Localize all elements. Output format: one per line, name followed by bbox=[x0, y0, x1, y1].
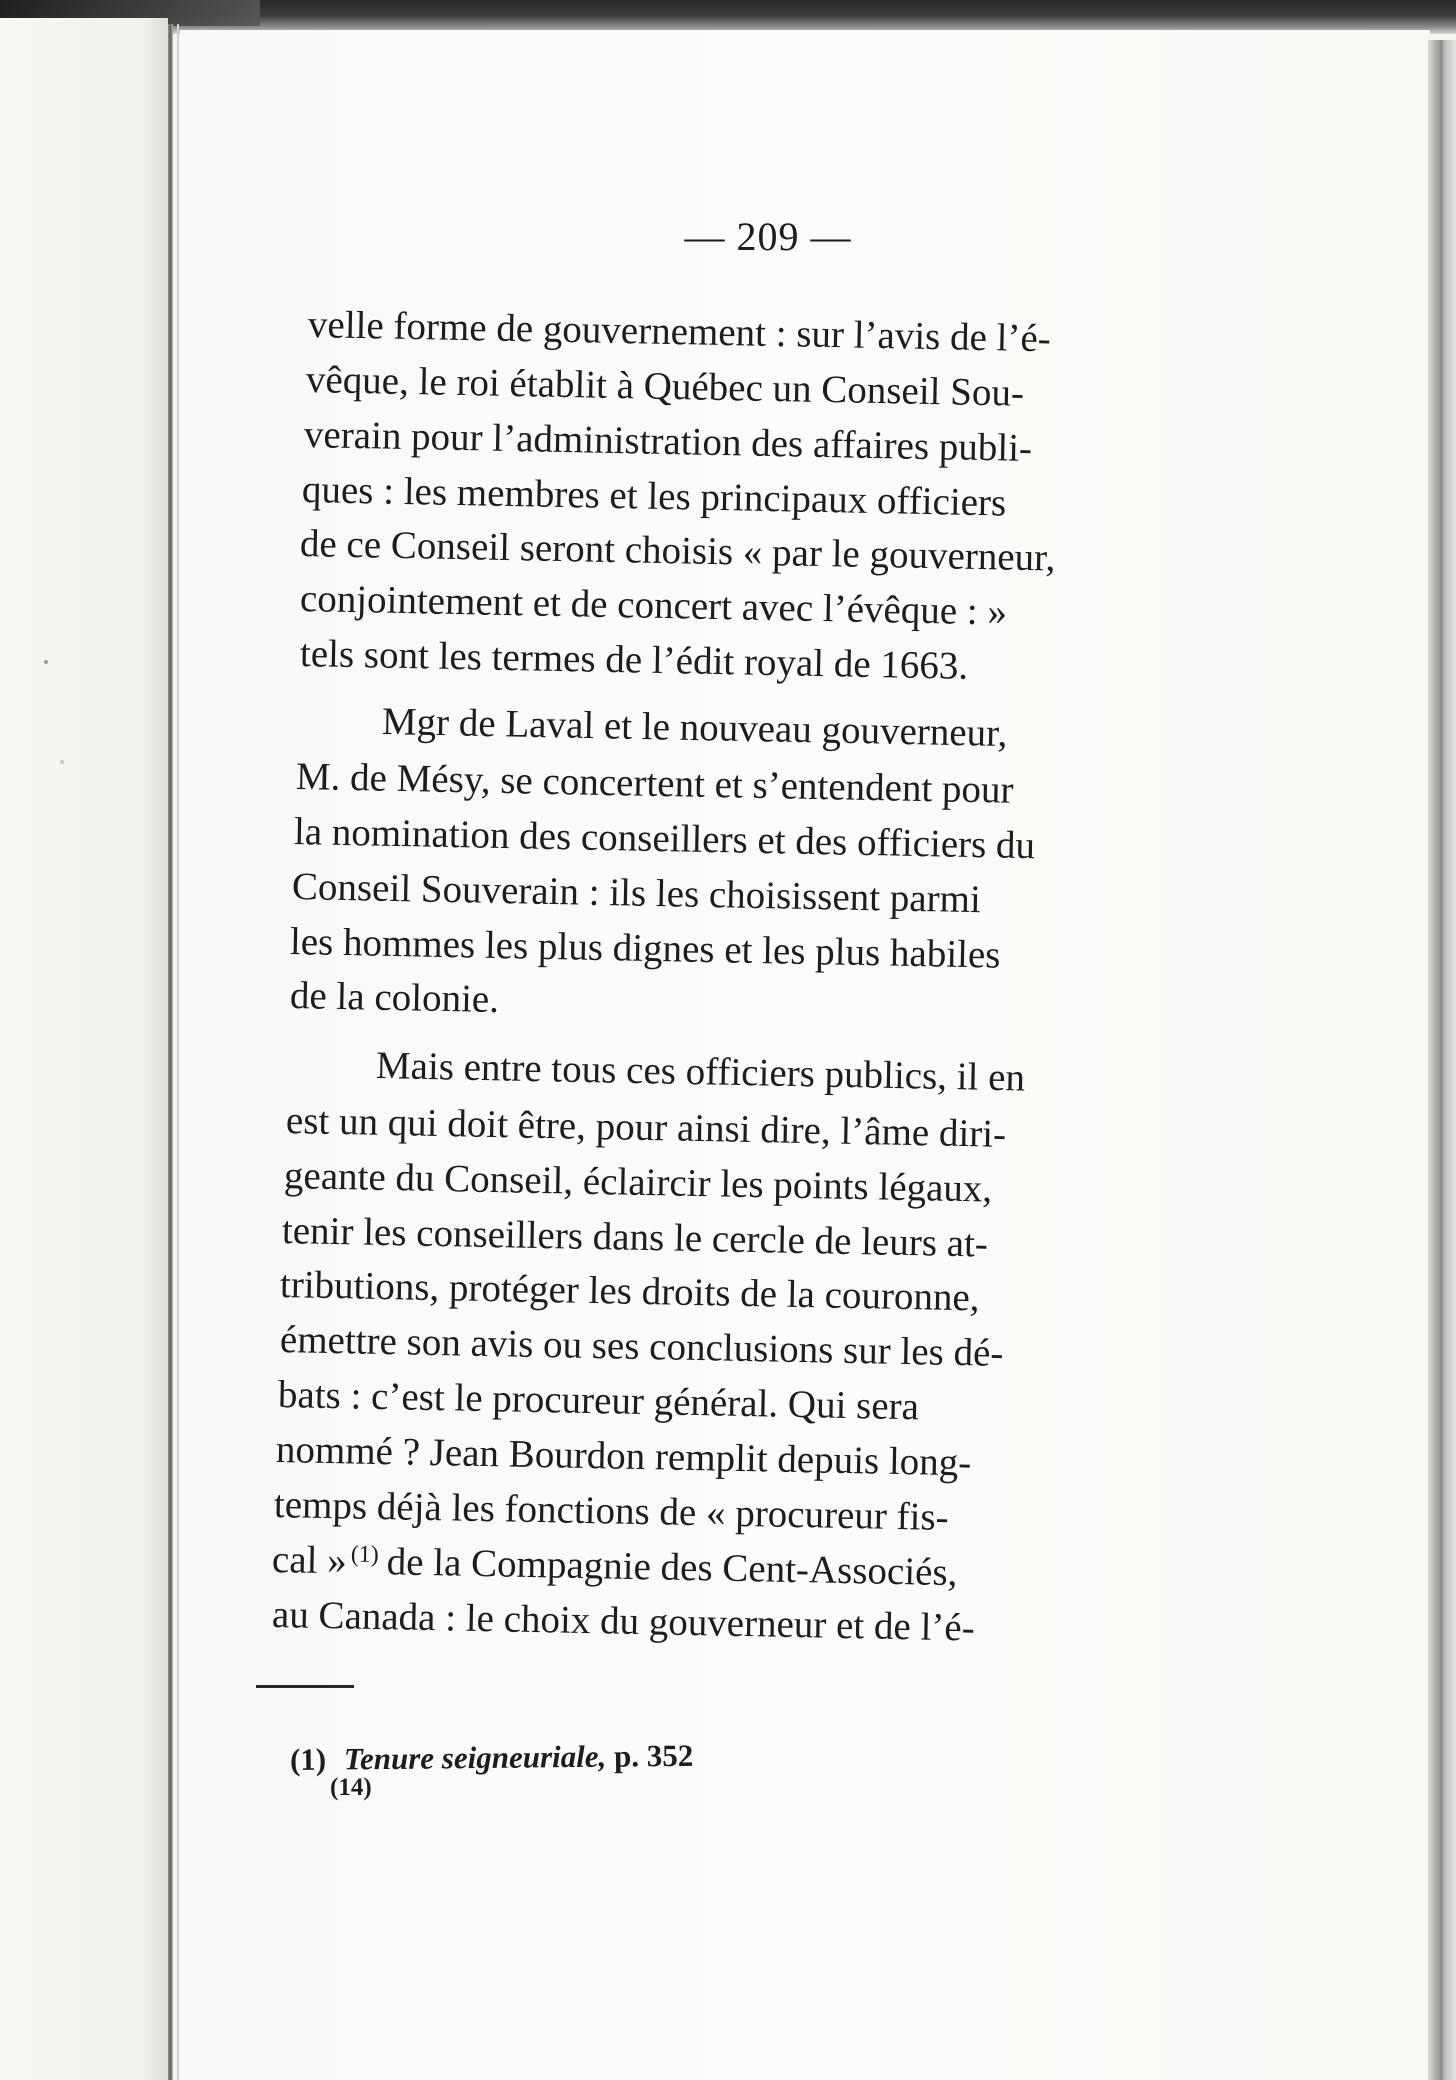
speck bbox=[44, 660, 48, 664]
text-line: les hommes les plus dignes et les plus habiles bbox=[289, 920, 1001, 977]
paragraph-start-line: Mgr de Laval et le nouveau gouverneur, bbox=[381, 700, 1008, 756]
text-fragment: cal » bbox=[271, 1538, 348, 1583]
text-line: au Canada : le choix du gouverneur et de l’é- bbox=[271, 1593, 976, 1650]
text-line: verain pour l’administration des affaires publi- bbox=[303, 413, 1033, 470]
signature-mark: (14) bbox=[330, 1774, 372, 1801]
text-line: de la colonie. bbox=[289, 974, 500, 1022]
text-line: vêque, le roi établit à Québec un Conseil Sou- bbox=[305, 358, 1025, 415]
text-line: est un qui doit être, pour ainsi dire, l’âme diri- bbox=[285, 1099, 1007, 1156]
facing-page-margin bbox=[0, 18, 168, 2080]
binding-gutter bbox=[168, 24, 173, 2080]
footnote-reference: (1) bbox=[350, 1541, 380, 1569]
footnote-separator bbox=[256, 1685, 354, 1688]
text-line: conjointement et de concert avec l’évêque : » bbox=[299, 577, 1008, 634]
footnote-page-ref: p. 352 bbox=[613, 1737, 694, 1774]
footnote-marker: (1) bbox=[289, 1741, 327, 1777]
paragraph-start-line: Mais entre tous ces officiers publics, il en bbox=[375, 1044, 1026, 1100]
text-line: nommé ? Jean Bourdon remplit depuis long- bbox=[275, 1428, 972, 1485]
text-line: émettre son avis ou ses conclusions sur les dé- bbox=[279, 1318, 1004, 1375]
text-line: velle forme de gouvernement : sur l’avis de l’é- bbox=[307, 303, 1052, 361]
page-edge-line bbox=[1440, 40, 1443, 2080]
binding-gutter-highlight bbox=[177, 24, 179, 2080]
text-line: geante du Conseil, éclaircir les points légaux, bbox=[283, 1154, 993, 1211]
text-line: tenir les conseillers dans le cercle de leurs at- bbox=[281, 1209, 989, 1266]
page-number: — 209 — bbox=[684, 214, 852, 259]
text-line: bats : c’est le procureur général. Qui sera bbox=[277, 1373, 920, 1429]
text-line: la nomination des conseillers et des officiers du bbox=[293, 810, 1036, 868]
text-fragment: de la Compagnie des Cent-Associés, bbox=[386, 1540, 958, 1595]
text-line: tels sont les termes de l’édit royal de 1663. bbox=[299, 632, 969, 688]
speck bbox=[60, 760, 64, 764]
text-line: tributions, protéger les droits de la couronne, bbox=[279, 1263, 980, 1320]
text-line: M. de Mésy, se concertent et s’entendent pour bbox=[295, 755, 1014, 812]
footnote bbox=[290, 1738, 694, 1778]
text-line: Conseil Souverain : ils les choisissent parmi bbox=[291, 865, 982, 922]
text-line: de ce Conseil seront choisis « par le gouverneur, bbox=[299, 522, 1056, 580]
footnote-title: Tenure seigneuriale, bbox=[343, 1738, 607, 1777]
text-line: ques : les membres et les principaux officiers bbox=[301, 468, 1007, 525]
text-line: temps déjà les fonctions de « procureur fis- bbox=[273, 1483, 950, 1539]
